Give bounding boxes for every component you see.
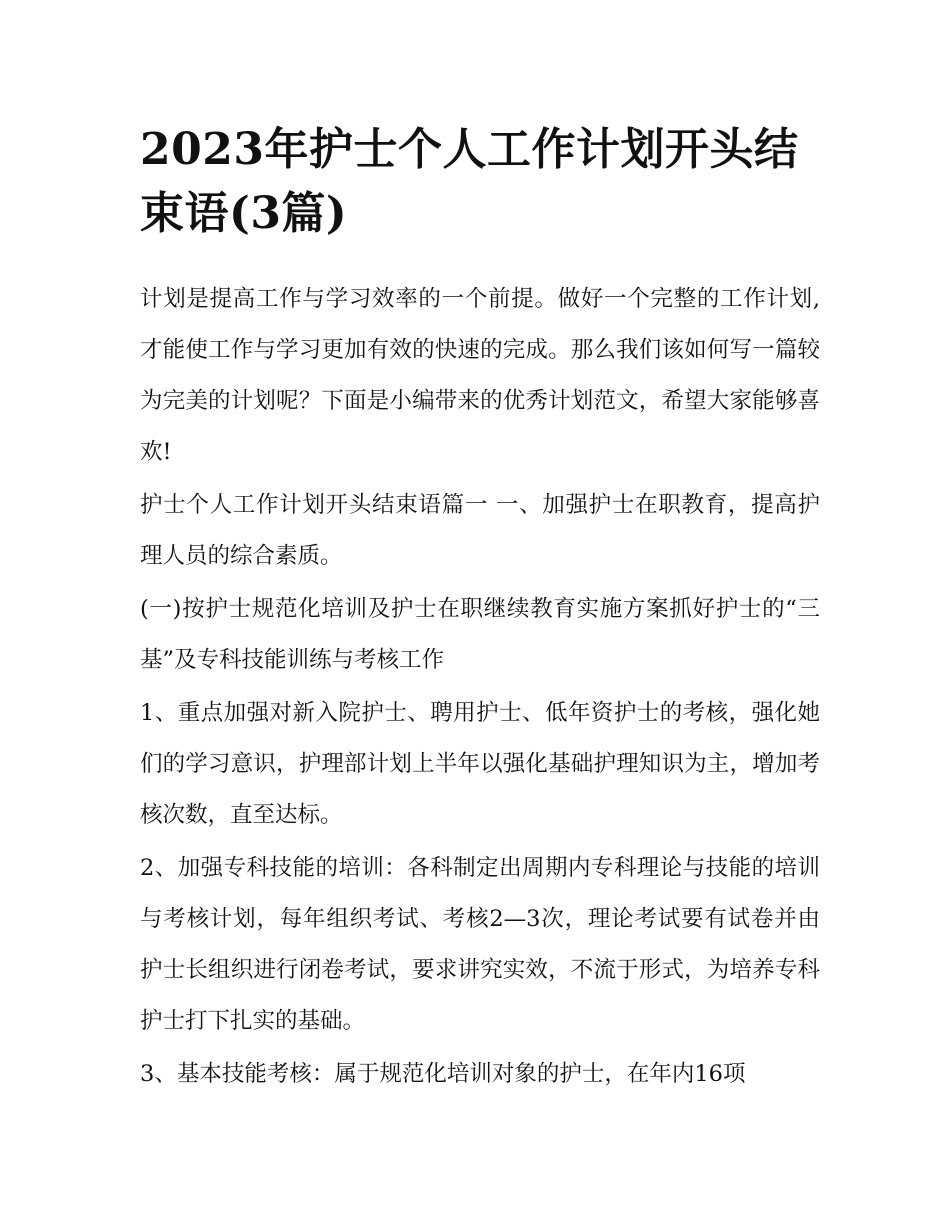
document-body xyxy=(140,274,820,1100)
document-title: 2023年护士个人工作计划开头结束语(3篇) xyxy=(140,124,799,239)
paragraph-item-3: 3、基本技能考核：属于规范化培训对象的护士，在年内16项 xyxy=(140,1061,746,1087)
paragraph-item-1: 1、重点加强对新入院护士、聘用护士、低年资护士的考核，强化她们的学习意识，护理部计划上半年以强化基础护理知识为主，增加考核次数，直至达标。 xyxy=(140,700,820,828)
paragraph-intro: 计划是提高工作与学习效率的一个前提。做好一个完整的工作计划,才能使工作与学习更加有效的快速的完成。那么我们该如何写一篇较为完美的计划呢？下面是小编带来的优秀计划范文，希望大家能够喜欢! xyxy=(140,286,820,465)
paragraph-section-heading: 护士个人工作计划开头结束语篇一 一、加强护士在职教育，提高护理人员的综合素质。 xyxy=(140,492,820,569)
paragraph-item-2: 2、加强专科技能的培训：各科制定出周期内专科理论与技能的培训与考核计划，每年组织考试、考核2—3次，理论考试要有试卷并由护士长组织进行闭卷考试，要求讲究实效，不流于形式，为培养专科护士打下扎实的基础。 xyxy=(140,855,820,1034)
paragraph-subsection-1: (一)按护士规范化培训及护士在职继续教育实施方案抓好护士的“三基”及专科技能训练与考核工作 xyxy=(140,596,820,673)
document-page xyxy=(140,118,820,1102)
